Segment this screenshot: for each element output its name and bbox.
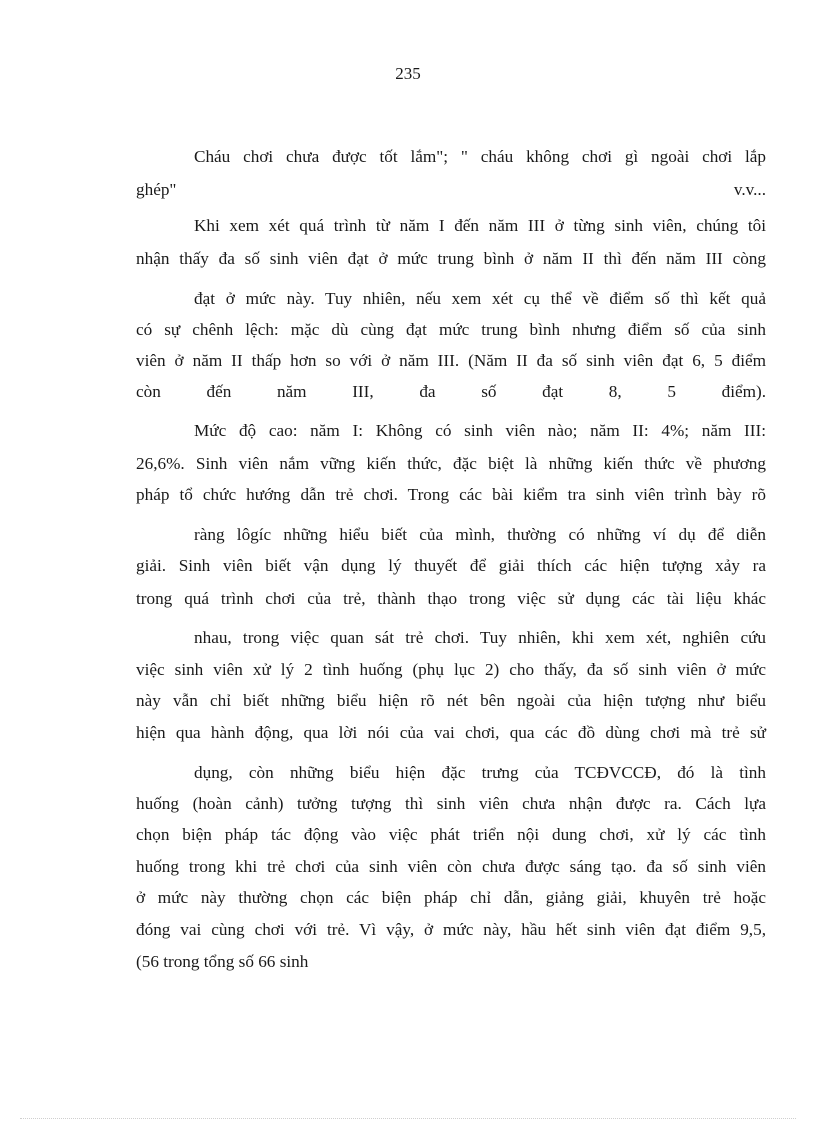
text-line: nhận thấy đa số sinh viên đạt ở mức trung bình ở năm II thì đến năm III còng: [136, 249, 766, 268]
text-line: trong quá trình chơi của trẻ, thành thạo trong việc sử dụng các tài liệu khác: [136, 589, 766, 608]
text-line: nhau, trong việc quan sát trẻ chơi. Tuy nhiên, khi xem xét, nghiên cứu: [194, 628, 766, 647]
text-line: huống (hoàn cảnh) tưởng tượng thì sinh viên chưa nhận được ra. Cách lựa: [136, 794, 766, 813]
text-line: Mức độ cao: năm I: Không có sinh viên nào; năm II: 4%; năm III:: [194, 421, 766, 440]
text-line: chọn biện pháp tác động vào việc phát triển nội dung chơi, xử lý các tình: [136, 825, 766, 844]
page-number: 235: [395, 64, 421, 83]
text-line: dụng, còn những biểu hiện đặc trưng của TCĐVCCĐ, đó là tình: [194, 763, 766, 782]
text-line: đóng vai cùng chơi với trẻ. Vì vậy, ở mức này, hầu hết sinh viên đạt điểm 9,5,: [136, 920, 766, 939]
text-line: ở mức này thường chọn các biện pháp chỉ dẫn, giảng giải, khuyên trẻ hoặc: [136, 888, 766, 907]
text-line: pháp tổ chức hướng dẫn trẻ chơi. Trong các bài kiểm tra sinh viên trình bày rõ: [136, 485, 766, 504]
text-line: [136, 180, 766, 200]
text-line: có sự chênh lệch: mặc dù cùng đạt mức trung bình nhưng điểm số của sinh: [136, 320, 766, 339]
text-line: viên ở năm II thấp hơn so với ở năm III. (Năm II đa số sinh viên đạt 6, 5 điểm: [136, 351, 766, 370]
text-line: đạt ở mức này. Tuy nhiên, nếu xem xét cụ thể về điểm số thì kết quả: [194, 289, 766, 308]
text-line: việc sinh viên xử lý 2 tình huống (phụ lục 2) cho thấy, đa số sinh viên ở mức: [136, 660, 766, 679]
text-line: giải. Sinh viên biết vận dụng lý thuyết để giải thích các hiện tượng xảy ra: [136, 556, 766, 575]
text-line: (56 trong tổng số 66 sinh: [136, 952, 309, 971]
page-bottom-rule: [20, 1118, 796, 1119]
text-line: Cháu chơi chưa được tốt lắm"; " cháu không chơi gì ngoài chơi lắp: [194, 147, 766, 166]
text-line: còn đến năm III, đa số đạt 8, 5 điểm).: [136, 382, 766, 401]
text-line: Khi xem xét quá trình từ năm I đến năm III ở từng sinh viên, chúng tôi: [194, 216, 766, 235]
text-line: hiện qua hành động, qua lời nói của vai chơi, qua các đồ dùng chơi mà trẻ sử: [136, 723, 766, 742]
text-line: ràng lôgíc những hiểu biết của mình, thường có những ví dụ để diễn: [194, 525, 766, 544]
text-line: 26,6%. Sinh viên nắm vững kiến thức, đặc biệt là những kiến thức về phương: [136, 454, 766, 473]
text-fragment: v.v...: [733, 180, 766, 199]
text-line: này vẫn chỉ biết những biểu hiện rõ nét bên ngoài của hiện tượng như biểu: [136, 691, 766, 710]
text-line: huống trong khi trẻ chơi của sinh viên còn chưa được sáng tạo. đa số sinh viên: [136, 857, 766, 876]
text-fragment: ghép": [136, 180, 177, 199]
